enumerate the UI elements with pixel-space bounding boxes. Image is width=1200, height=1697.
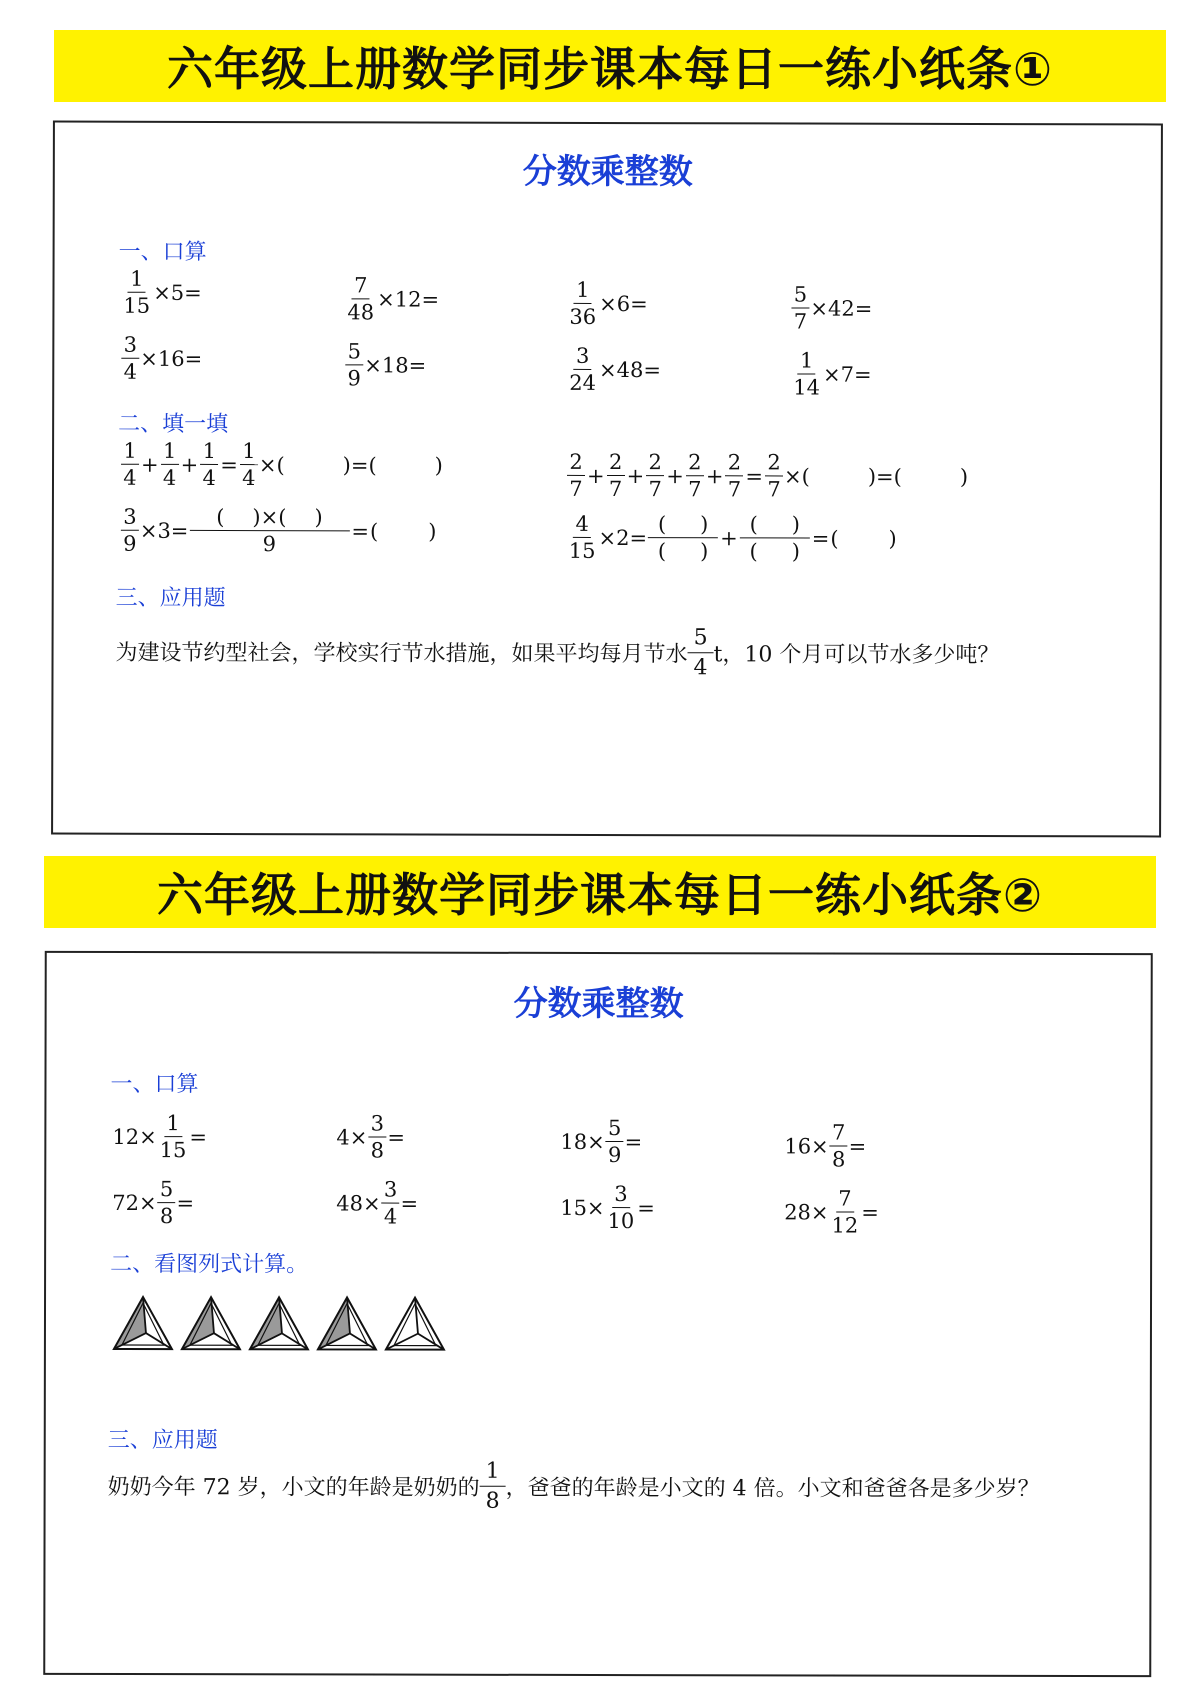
sheet1-oral-5: $\frac{3}{4}$ ×16=	[120, 335, 202, 383]
sheet1-oral-2: $\frac{7}{48}$ ×12=	[347, 273, 440, 325]
sheet1-banner: 六年级上册数学同步课本每日一练小纸条①	[54, 30, 1166, 102]
sheet1-oral-7: $\frac{3}{24}$ ×48=	[569, 343, 661, 395]
sheet2-oral-6: 48× $\frac{3}{4}$ =	[336, 1177, 419, 1229]
sheet2-oral-1: 12× $\frac{1}{15}$ =	[112, 1111, 208, 1163]
fraction: $\frac{1}{14}$	[793, 348, 821, 400]
pyramid-icon	[318, 1297, 376, 1349]
fraction: $\frac{1}{36}$	[569, 277, 597, 329]
sheet1-section-word-problem: 三、应用题	[115, 585, 226, 612]
fraction: $\frac{3}{4}$	[121, 335, 139, 383]
pyramid-icon	[182, 1297, 240, 1349]
sheet1-oral-3: $\frac{1}{36}$ ×6=	[569, 277, 648, 329]
sheet2-banner: 六年级上册数学同步课本每日一练小纸条②	[44, 856, 1156, 928]
sheet2-oral-8: 28× $\frac{7}{12}$ =	[784, 1186, 879, 1238]
sheet1-oral-4: $\frac{5}{7}$ ×42=	[790, 284, 872, 332]
sheet1-section-oral: 一、口算	[118, 239, 207, 265]
sheet1-fill-4: $\frac{4}{15}$ ×2= $\frac{( )}{( )}$ + $\frac{( )}{( )}$ = ( )	[568, 511, 897, 564]
fraction: 1 8	[480, 1460, 506, 1513]
sheet1-card	[51, 121, 1163, 838]
fraction: $\frac{5}{7}$	[791, 284, 809, 332]
sheet2-word-problem: 奶奶今年 72 岁，小文的年龄是奶奶的 1 8 ，爸爸的年龄是小文的 4 倍。小文和爸爸各是多少岁？	[107, 1458, 1040, 1514]
sheet1-section-fill: 二、填一填	[118, 411, 229, 438]
sheet1-title: 分数乘整数	[522, 151, 693, 193]
sheet2-oral-7: 15× $\frac{3}{10}$ =	[560, 1182, 655, 1234]
sheet1-oral-6: $\frac{5}{9}$ ×18=	[344, 341, 426, 389]
sheet2-oral-2: 4× $\frac{3}{8}$ =	[336, 1111, 405, 1163]
fraction: $\frac{3}{24}$	[569, 343, 597, 395]
sheet1-word-problem: 为建设节约型社会，学校实行节水措施，如果平均每月节水 5 4 t，10 个月可以节水多少吨？	[115, 625, 1000, 681]
sheet2-oral-4: 16× $\frac{7}{8}$ =	[784, 1120, 867, 1172]
fraction: 5 4	[687, 626, 713, 679]
sheet2-card	[43, 951, 1153, 1677]
sheet2-section-picture: 二、看图列式计算。	[110, 1251, 309, 1278]
sheet2-oral-3: 18× $\frac{5}{9}$ =	[560, 1116, 643, 1168]
sheet2-oral-5: 72× $\frac{5}{8}$ =	[112, 1177, 195, 1229]
sheet2-title: 分数乘整数	[513, 983, 684, 1025]
sheet1-fill-1: $\frac{1}{4}$ + $\frac{1}{4}$ + $\frac{1}{4}$ = $\frac{1}{4}$ × ( ) = ( )	[120, 441, 443, 490]
sheet2-section-oral: 一、口算	[110, 1071, 199, 1098]
sheet1-fill-2: $\frac{2}{7}$ + $\frac{2}{7}$ + $\frac{2}{7}$ + $\frac{2}{7}$ + $\frac{2}{7}$ = $\frac{2}{7}$ × ( ) = ( )	[566, 452, 968, 501]
sheet1-oral-1: $\frac{1}{15}$ ×5=	[123, 266, 202, 318]
fraction: $\frac{7}{48}$	[347, 273, 375, 325]
pyramid-icon	[250, 1297, 308, 1349]
pyramid-icon	[114, 1297, 172, 1349]
pyramid-icon	[386, 1298, 444, 1350]
sheet1-oral-8: $\frac{1}{14}$ ×7=	[793, 348, 872, 400]
sheet2-section-word-problem: 三、应用题	[107, 1427, 218, 1454]
fraction: $\frac{5}{9}$	[345, 341, 363, 389]
sheet1-fill-3: $\frac{3}{9}$ ×3= $\frac{( )\times( )}{9}$ = ( )	[120, 507, 437, 556]
fraction: $\frac{1}{15}$	[123, 266, 151, 318]
pyramid-figures	[110, 1293, 450, 1364]
